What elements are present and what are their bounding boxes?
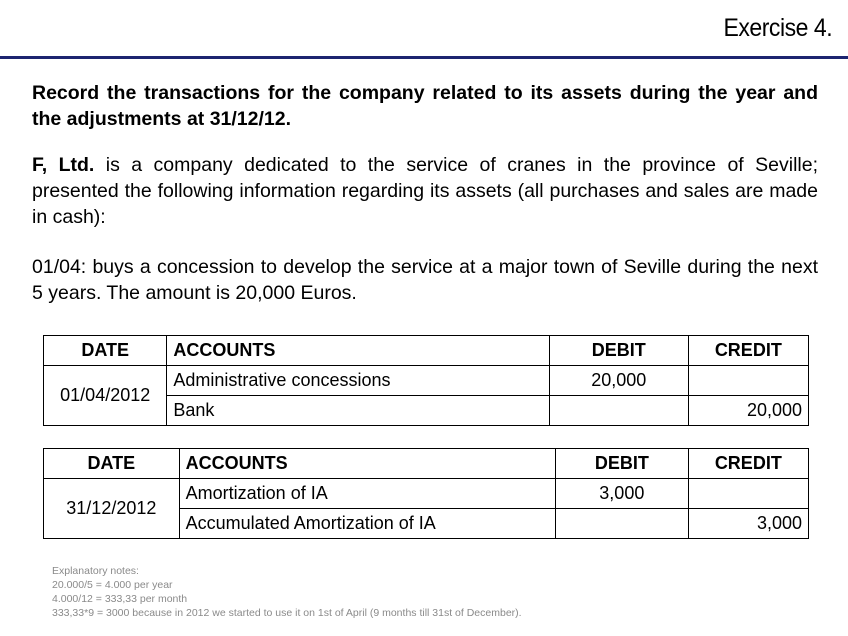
table-row (44, 366, 809, 396)
debit-cell: 20,000 (549, 366, 688, 396)
account-cell: Accumulated Amortization of IA (179, 509, 555, 539)
journal-entry-table (43, 335, 809, 426)
table-header-row (44, 336, 809, 366)
header-divider (0, 56, 848, 59)
transaction-paragraph: 01/04: buys a concession to develop the service at a major town of Seville during the next 5 years. The amount is 20,000 Euros. (32, 256, 818, 304)
accounts-header: ACCOUNTS (179, 449, 555, 479)
notes-title: Explanatory notes: (52, 565, 139, 577)
debit-cell: 3,000 (556, 479, 689, 509)
instruction-text: Record the transactions for the company related to its assets during the year and the adjustments at 31/12/12. (32, 82, 818, 130)
debit-cell (556, 509, 689, 539)
company-name: F, Ltd. (32, 154, 95, 176)
credit-cell: 20,000 (688, 396, 808, 426)
debit-header: DEBIT (556, 449, 689, 479)
debit-header: DEBIT (549, 336, 688, 366)
entry-date: 31/12/2012 (44, 479, 180, 539)
company-paragraph (32, 152, 818, 230)
credit-cell (688, 479, 808, 509)
accounts-header: ACCOUNTS (167, 336, 550, 366)
table-header-row (44, 449, 809, 479)
journal-entry-table (43, 448, 809, 539)
account-cell: Bank (167, 396, 550, 426)
entry-date: 01/04/2012 (44, 366, 167, 426)
date-header: DATE (44, 449, 180, 479)
credit-cell (688, 366, 808, 396)
credit-cell: 3,000 (688, 509, 808, 539)
company-description: is a company dedicated to the service of cranes in the province of Seville; presented the following information regarding its assets (all purchases and sales are made in cash): (32, 154, 819, 228)
account-cell: Administrative concessions (167, 366, 550, 396)
note-line: 333,33*9 = 3000 because in 2012 we started to use it on 1st of April (9 months till 31st of December). (52, 607, 522, 619)
date-header: DATE (44, 336, 167, 366)
credit-header: CREDIT (688, 449, 808, 479)
account-cell: Amortization of IA (179, 479, 555, 509)
note-line: 4.000/12 = 333,33 per month (52, 593, 188, 605)
explanatory-notes (52, 564, 522, 620)
exercise-title: Exercise 4. (723, 14, 832, 42)
debit-cell (549, 396, 688, 426)
table-row (44, 479, 809, 509)
exercise-body (32, 80, 818, 330)
note-line: 20.000/5 = 4.000 per year (52, 579, 173, 591)
credit-header: CREDIT (688, 336, 808, 366)
